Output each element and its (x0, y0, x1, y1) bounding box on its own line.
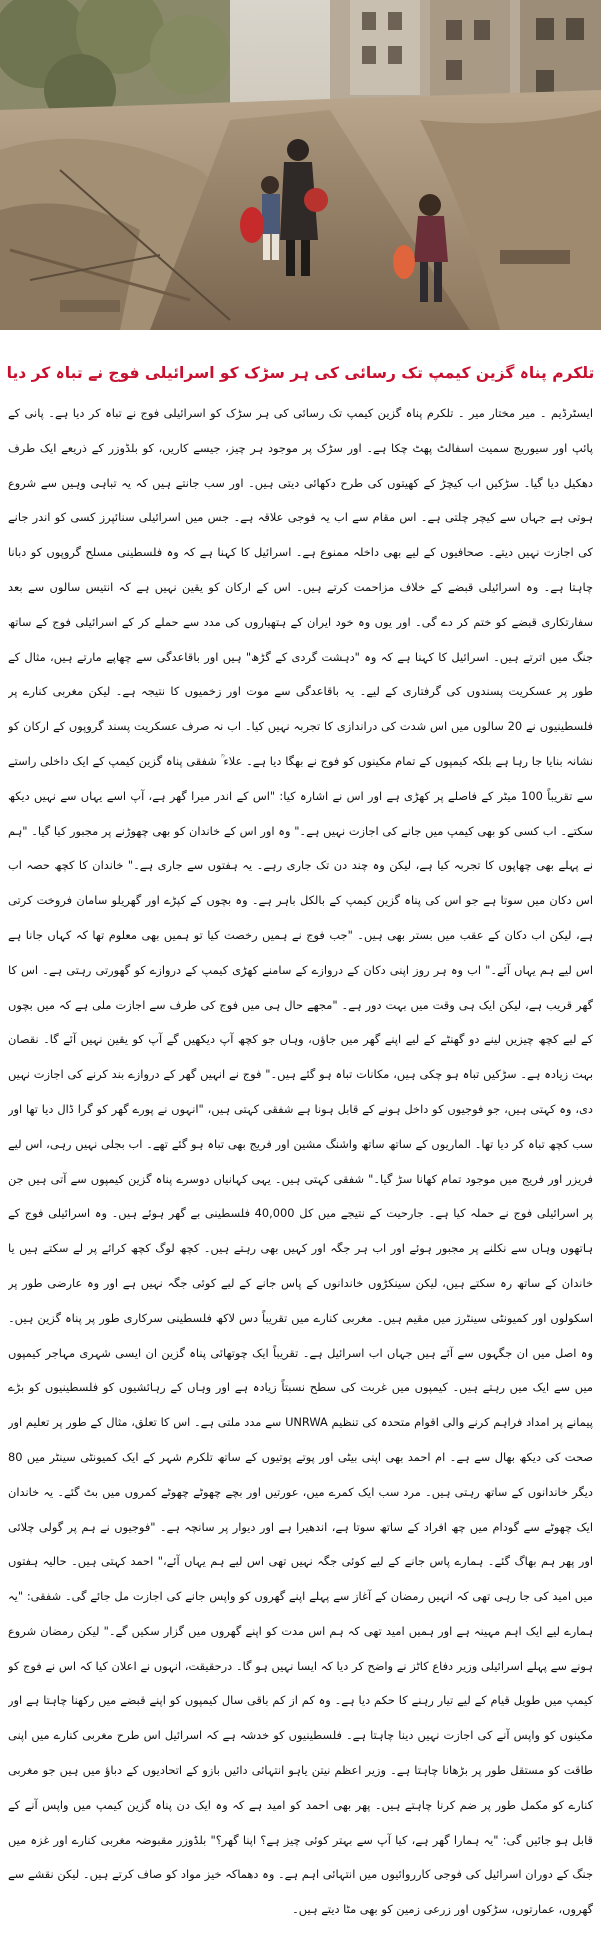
headline: تلکرم پناہ گزین کیمپ تک رسائی کی ہر سڑک کو اسرائیلی فوج نے تباہ کر دیا (6, 364, 595, 383)
news-photo-scene (0, 0, 601, 330)
body-paragraph: ایسٹرڈیم ۔ میر مختار میر ۔ تلکرم پناہ گزین کیمپ تک رسائی کی ہر سڑک کو اسرائیلی فوج نے تباہ کر دیا ہے۔ پانی کے پائپ اور سیوریج سمیت اسفالٹ پھٹ چکا ہے۔ اور سڑک پر موجود ہر چیز، جیسے کاریں، کو بلڈوزر کے ذریعے ایک طرف دھکیل دیا گیا۔ سڑکیں اب کیچڑ کے کھیتوں کی طرح دکھائی دیتی ہیں۔ اور سب جانتے ہیں کہ یہ تباہی وہیں سے شروع ہوتی ہے جہاں سے کیچر چلتی ہے۔ اس مقام سے اب یہ فوجی علاقہ ہے۔ جس میں اسرائیلی سنائپرز کسی کو اندر جانے کی اجازت نہیں دیتے۔ صحافیوں کے لیے بھی داخلہ ممنوع ہے۔ اسرائیل کا کہنا ہے کہ وہ فلسطینی مسلح گروپوں کو دبانا چاہتا ہے۔ وہ اسرائیلی قبضے کے خلاف مزاحمت کرتے ہیں۔ اس کے ارکان کو یقین نہیں ہے کہ انتیس سالوں سے بعد سفارتکاری قبضے کو ختم کر دے گی۔ اور یوں وہ خود ایران کے ہتھیاروں کی مدد سے حملے کر کے اسرائیلی فوج کے ساتھ جنگ میں اترتے ہیں۔ اسرائیل کا کہنا ہے کہ وہ "دہشت گردی کے گڑھ" ہیں اور باقاعدگی سے چھاپے مارتے ہیں، مثال کے طور پر عسکریت پسندوں کی گرفتاری کے لیے۔ یہ باقاعدگی سے موت اور زخمیوں کا نتیجہ ہے۔ لیکن مغربی کنارے پر فلسطینیوں نے 20 سالوں میں اس شدت کی دراندازی کا تجربہ نہیں کیا۔ اب نہ صرف عسکریت پسند گروپوں کے ارکان کو نشانہ بنایا جا رہا ہے بلکہ کیمپوں کے تمام مکینوں کو فوج نے بھگا دیا ہے۔ علاء ؒ شفقی پناہ گزین کیمپ کے ایک داخلی راستے سے تقریباً 100 میٹر کے فاصلے پر کھڑی ہے اور اس نے اشارہ کیا: "اس کے اندر میرا گھر ہے، آپ اسے یہاں سے نہیں دیکھ سکتے۔ اب کسی کو بھی کیمپ میں جانے کی اجازت نہیں ہے۔" وہ اور اس کے خاندان کو بھی چھوڑنے پر مجبور کیا گیا۔ "ہم نے پہلے بھی چھاپوں کا تجربہ کیا ہے، لیکن وہ چند دن تک جاری رہے۔ یہ ہفتوں سے جاری ہے۔" خاندان کا کچھ حصہ اب اس دکان میں سوتا ہے جو اس کی پناہ گزین کیمپ کے بالکل باہر ہے۔ وہ بچوں کے کپڑے اور گھریلو سامان فروخت کرتی ہے، لیکن اب دکان کے عقب میں بستر بھی ہیں۔ "جب فوج نے ہمیں رخصت کیا تو ہمیں بھی معلوم تھا کہ کہاں جانا ہے اس لیے ہم یہاں آئے۔" اب وہ ہر روز اپنی دکان کے دروازے کے سامنے کھڑی کیمپ کے دروازے کو گھورتی رہتی ہے۔ اس کا گھر قریب ہے، لیکن ایک ہی وقت میں بہت دور ہے۔ "مجھے حال ہی میں فوج کی طرف سے اجازت ملی ہے کہ میں بچوں کے لیے کچھ چیزیں لینے دو گھنٹے کے لیے اپنے گھر میں جاؤں، وہاں جو کچھ آپ دیکھیں گے آپ کو یقین نہیں آئے گا۔ نقصان بہت زیادہ ہے۔ سڑکیں تباہ ہو چکی ہیں، مکانات تباہ ہو گئے ہیں۔" فوج نے انہیں گھر کے دروازے بند کرنے کی اجازت نہیں دی، وہ کہتی ہیں، جو فوجیوں کو داخل ہونے کے قابل ہونا ہے شفقی کہتی ہیں، "انہوں نے پورے گھر کو گرا ڈال دیا تھا اور سب کچھ تباہ کر دیا تھا۔ الماریوں کے ساتھ ساتھ واشنگ مشین اور فریج بھی تباہ ہو گئے تھے۔ اب بجلی نہیں رہی، اس لیے فریزر اور فریج میں موجود تمام کھانا سڑ گیا۔" شفقی کہتی ہیں۔ یہی کہانیاں دوسرے پناہ گزین کیمپوں سے آتی ہیں جن پر اسرائیلی فوج نے حملہ کیا ہے۔ جارحیت کے نتیجے میں کل 40,000 فلسطینی بے گھر ہوئے ہیں۔ وہ اسرائیلی فوج کے ہاتھوں وہاں سے نکلنے پر مجبور ہوئے اور اب ہر جگہ اور کہیں بھی رہتے ہیں۔ کچھ لوگ کچھ کرائے پر لے سکتے ہیں یا خاندان کے ساتھ رہ سکتے ہیں، لیکن سینکڑوں خاندانوں کے پاس جانے کے لیے کوئی جگہ نہیں ہے اور وہ عارضی طور پر اسکولوں اور کمیونٹی سینٹرز میں مقیم ہیں۔ مغربی کنارے میں تقریباً دس لاکھ فلسطینی سرکاری طور پر پناہ گزین ہیں۔ وہ اصل میں ان جگہوں سے آئے ہیں جہاں اب اسرائیل ہے۔ تقریباً ایک چوتھائی پناہ گزین ان ایسی شہری مہاجر کیمپوں میں سے ایک میں رہتے ہیں۔ کیمپوں میں غربت کی سطح نسبتاً زیادہ ہے اور وہاں کے رہائشیوں کو فلسطینیوں کو بڑے پیمانے پر امداد فراہم کرنے والی اقوام متحدہ کی تنظیم UNRWA سے مدد ملتی ہے۔ اس کا تعلق، مثال کے طور پر تعلیم اور صحت کی دیکھ بھال سے ہے۔ ام احمد بھی اپنی بیٹی اور پوتے پوتیوں کے ساتھ تلکرم شہر کے ایک کمیونٹی سینٹر میں 80 دیگر خاندانوں کے ساتھ رہتی ہیں۔ مرد سب ایک کمرے میں، عورتیں اور بچے چھوٹے چھوٹے کمروں میں بٹ گئے۔ یہ خاندان ایک چھوٹے سے گودام میں چھ افراد کے ساتھ سوتا ہے، اندھیرا ہے اور دیوار پر سانچہ ہے۔ "فوجیوں نے ہم پر گولی چلائی اور پھر ہم بھاگ گئے۔ ہمارے پاس جانے کے لیے کوئی جگہ نہیں تھی اس لیے ہم یہاں آئے،" احمد کہتی ہیں۔ حالیہ ہفتوں میں امید کی جا رہی تھی کہ انہیں رمضان کے آغاز سے پہلے اپنے گھروں کو واپس جانے کی اجازت مل جائے گی۔ شفقی: "یہ ہمارے لیے ایک اہم مہینہ ہے اور ہمیں امید تھی کہ ہم اس مدت کو اپنے گھروں میں گزار سکیں گے۔" لیکن رمضان شروع ہونے سے پہلے اسرائیلی وزیر دفاع کاٹز نے واضح کر دیا کہ ایسا نہیں ہو گا۔ درحقیقت، انہوں نے اعلان کیا کہ اس نے فوج کو کیمپ میں طویل قیام کے لیے تیار رہنے کا حکم دیا ہے۔ وہ کم از کم باقی سال کیمپوں کو اپنے قبضے میں رکھنا چاہتا ہے اور مکینوں کو واپس آنے کی اجازت نہیں دینا چاہتا ہے۔ فلسطینیوں کو خدشہ ہے کہ اسرائیل اس طرح مغربی کنارے میں اپنی طاقت کو مستقل طور پر بڑھانا چاہتا ہے۔ وزیر اعظم نیتن یاہو انتہائی دائیں بازو کے اتحادیوں کے دباؤ میں ہیں جو مغربی کنارے کو مکمل طور پر ضم کرنا چاہتے ہیں۔ پھر بھی احمد کو امید ہے کہ وہ ایک دن پناہ گزین کیمپ میں واپس آنے کے قابل ہو جائیں گی: "یہ ہمارا گھر ہے، کیا آپ سے بہتر کوئی چیز ہے؟ اپنا گھر؟" بلڈوزر مقبوضہ مغربی کنارے اور غزہ میں جنگ کے دوران اسرائیل کی فوجی کارروائیوں میں انتہائی اہم ہے۔ وہ دھماکہ خیز مواد کو صاف کرتے ہیں۔ لیکن نقشے سے گھروں، عمارتوں، سڑکوں اور زرعی زمین کو بھی مٹا دیتے ہیں۔ (8, 406, 593, 1917)
article-body (8, 396, 593, 1932)
news-photo (0, 0, 601, 330)
